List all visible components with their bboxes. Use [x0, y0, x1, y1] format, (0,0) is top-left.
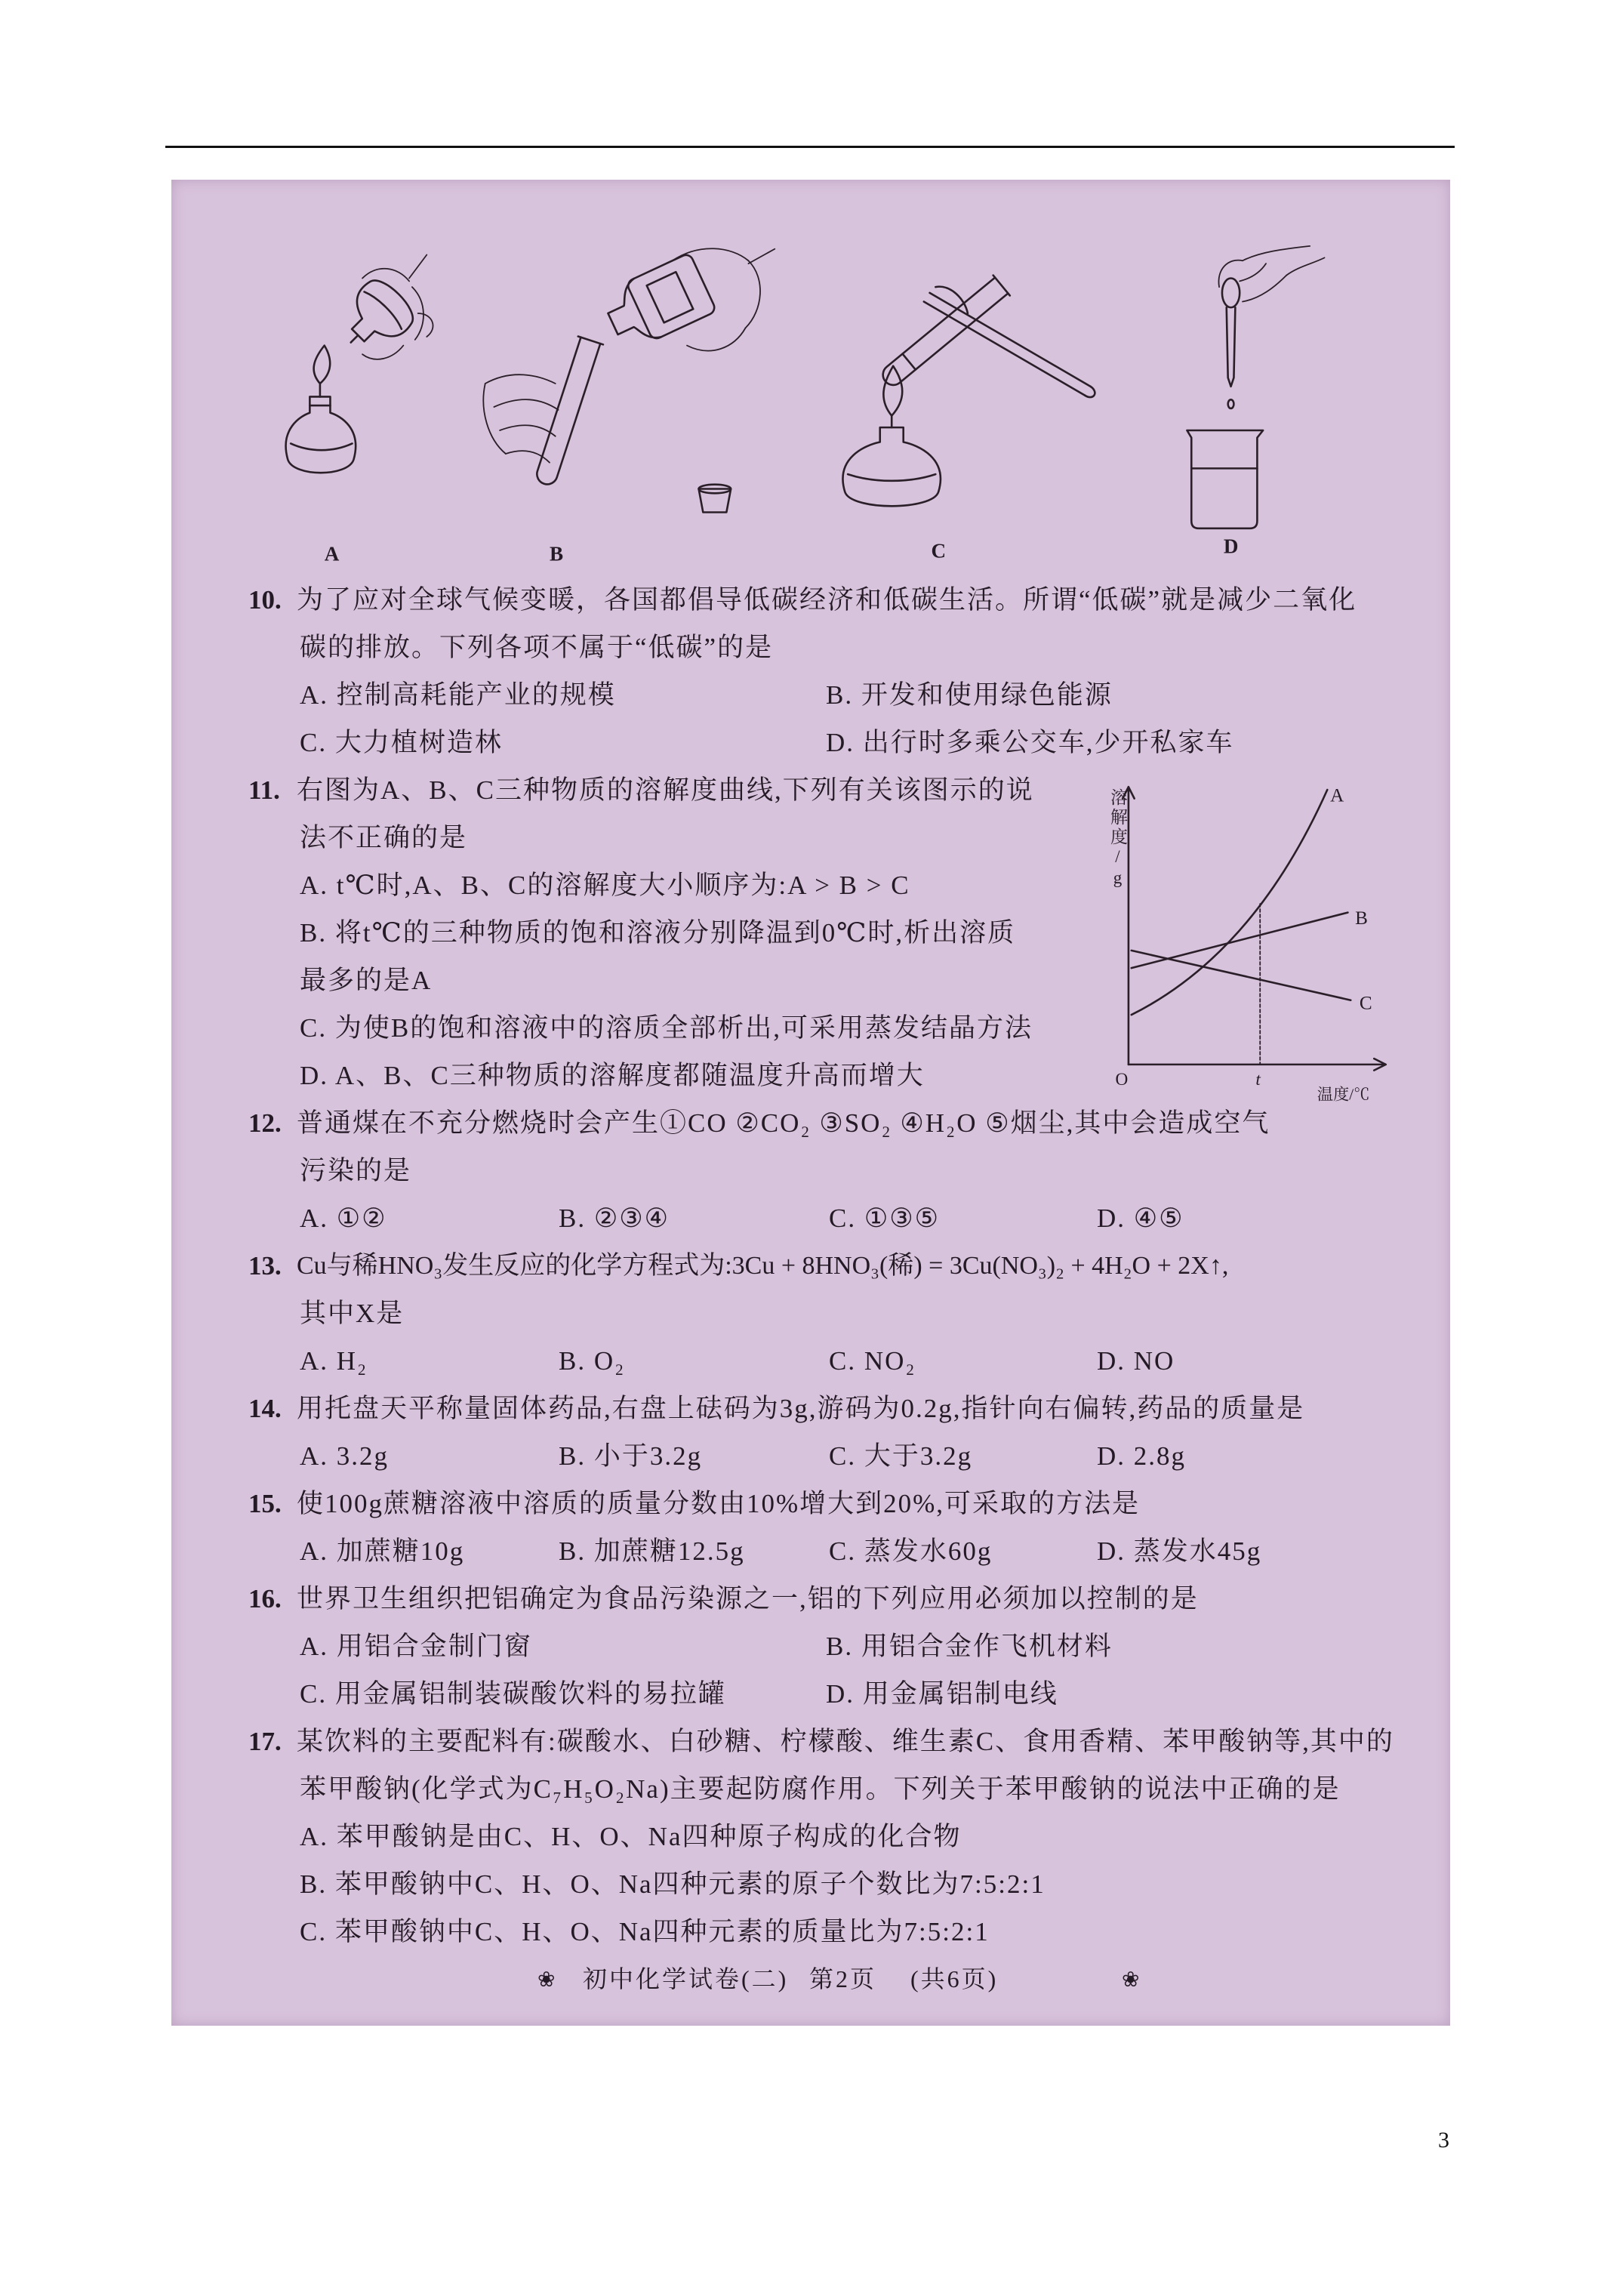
q16-options-ab	[0, 1623, 1623, 1670]
sheet-total-pages: (共6页)	[910, 1965, 999, 1992]
header-rule	[165, 146, 1455, 148]
q17-option-c	[0, 1908, 1623, 1955]
apparatus-b-drawing	[483, 248, 775, 565]
q11-option-d	[0, 1052, 1623, 1099]
option-a: A. 加蔗糖10g	[300, 1536, 465, 1566]
q11-option-a	[0, 861, 1623, 909]
question-number: 12.	[248, 1108, 282, 1138]
q14-line-1	[0, 1385, 1623, 1432]
option-a: A. 控制高耗能产业的规模	[300, 680, 616, 710]
option-b: B. 用铝合金作飞机材料	[826, 1632, 1113, 1661]
question-number: 11.	[248, 775, 280, 805]
option-a: A. ①②	[300, 1203, 387, 1233]
q11-line-1	[0, 766, 1623, 814]
option-d: D. A、B、C三种物质的溶解度都随温度升高而增大	[300, 1061, 925, 1090]
question-stem: 其中X是	[300, 1299, 405, 1328]
question-stem: 某饮料的主要配料有:碳酸水、白砂糖、柠檬酸、维生素C、食用香精、苯甲酸钠等,其中的	[297, 1727, 1394, 1756]
flame-icon	[883, 366, 902, 416]
alcohol-lamp	[843, 416, 941, 507]
option-d: D. ④⑤	[1097, 1203, 1184, 1233]
question-stem: 法不正确的是	[300, 823, 468, 852]
apparatus-label-c: C	[931, 539, 947, 562]
x-tick-t: t	[1255, 1069, 1261, 1089]
option-c: C. 大于3.2g	[829, 1441, 973, 1471]
q15-options	[0, 1527, 1623, 1575]
reagent-bottle	[599, 253, 716, 353]
question-stem: 用托盘天平称量固体药品,右盘上砝码为3g,游码为0.2g,指针向右偏转,药品的质量是	[297, 1394, 1305, 1423]
hand-holding-dropper-icon	[1218, 246, 1324, 302]
q11-line-2	[0, 814, 1623, 861]
q10-options-cd	[0, 719, 1623, 766]
test-tube	[531, 337, 603, 488]
option-c: C. 蒸发水60g	[829, 1536, 993, 1566]
option-b: B. 开发和使用绿色能源	[826, 680, 1113, 710]
flame-icon	[314, 346, 331, 384]
y-axis-label: 溶解度/g	[1108, 788, 1127, 889]
q16-line-1	[0, 1575, 1623, 1623]
q12-line-2	[0, 1147, 1623, 1194]
option-a: A. H₂	[300, 1346, 368, 1376]
question-number: 14.	[248, 1394, 282, 1423]
q10-line-1	[0, 576, 1623, 624]
beaker	[1187, 430, 1263, 529]
q13-options	[0, 1337, 1623, 1385]
q11-option-c	[0, 1004, 1623, 1052]
option-b: B. 将t℃的三种物质的饱和溶液分别降温到0℃时,析出溶质	[300, 918, 1016, 948]
handheld-alcohol-lamp	[329, 273, 420, 364]
apparatus-c-drawing	[843, 276, 1095, 562]
bottle-stopper	[699, 485, 731, 513]
option-c: C. 为使B的饱和溶液中的溶质全部析出,可采用蒸发结晶方法	[300, 1013, 1033, 1043]
option-b: B. O₂	[559, 1346, 626, 1376]
q17-line-1	[0, 1718, 1623, 1765]
q12-line-1	[0, 1099, 1623, 1147]
curve-label-b: B	[1355, 908, 1368, 929]
question-stem: Cu与稀HNO₃发生反应的化学方程式为:3Cu + 8HNO₃(稀) = 3Cu(NO₃)₂ + 4H₂O + 2X↑,	[297, 1252, 1229, 1280]
q11-option-b-line-2	[0, 957, 1623, 1004]
option-d: D. 蒸发水45g	[1097, 1536, 1262, 1566]
question-stem: 污染的是	[300, 1156, 412, 1185]
apparatus-label-a: A	[324, 542, 340, 566]
q14-options	[0, 1432, 1623, 1480]
table-alcohol-lamp	[286, 384, 356, 473]
curve-label-c: C	[1359, 993, 1372, 1014]
option-a: A. t℃时,A、B、C的溶解度大小顺序为:A > B > C	[300, 871, 910, 900]
question-list	[0, 576, 1623, 2003]
q16-options-cd	[0, 1670, 1623, 1718]
option-c: C. ①③⑤	[829, 1203, 940, 1233]
apparatus-label-b: B	[549, 542, 564, 566]
q13-line-1	[0, 1242, 1623, 1290]
question-stem: 碳的排放。下列各项不属于“低碳”的是	[300, 633, 774, 662]
apparatus-d-drawing	[1187, 246, 1324, 558]
option-d: D. NO	[1097, 1346, 1175, 1376]
q15-line-1	[0, 1480, 1623, 1527]
option-b: B. 小于3.2g	[559, 1441, 703, 1471]
q10-options-ab	[0, 671, 1623, 719]
hand-holding-tube-icon	[483, 374, 558, 462]
sheet-footer	[0, 1955, 1623, 2003]
question-stem: 普通煤在不充分燃烧时会产生①CO ②CO₂ ③SO₂ ④H₂O ⑤烟尘,其中会造成空气	[297, 1108, 1270, 1138]
curve-label-a: A	[1330, 785, 1344, 806]
q10-line-2	[0, 624, 1623, 671]
lab-apparatus-figures	[248, 220, 1360, 571]
question-stem: 使100g蔗糖溶液中溶质的质量分数由10%增大到20%,可采取的方法是	[297, 1489, 1141, 1518]
question-number: 13.	[248, 1251, 282, 1281]
flower-ornament-icon: ❀	[1122, 1967, 1142, 1992]
question-stem: 苯甲酸钠(化学式为C₇H₅O₂Na)主要起防腐作用。下列关于苯甲酸钠的说法中正确的是	[300, 1774, 1341, 1804]
option-b: B. 苯甲酸钠中C、H、O、Na四种元素的原子个数比为7:5:2:1	[300, 1869, 1046, 1899]
sheet-page: 第2页	[809, 1965, 877, 1992]
option-c: C. 苯甲酸钠中C、H、O、Na四种元素的质量比为7:5:2:1	[300, 1917, 990, 1946]
option-c: C. 大力植树造林	[300, 728, 503, 757]
option-b-continued: 最多的是A	[300, 966, 433, 995]
option-a: A. 3.2g	[300, 1441, 390, 1471]
q17-line-2	[0, 1765, 1623, 1813]
q17-option-b	[0, 1860, 1623, 1908]
page-number: 3	[1438, 2128, 1449, 2153]
question-stem: 世界卫生组织把铝确定为食品污染源之一,铝的下列应用必须加以控制的是	[297, 1584, 1199, 1613]
option-b: B. 加蔗糖12.5g	[559, 1536, 745, 1566]
option-a: A. 用铝合金制门窗	[300, 1632, 532, 1661]
q13-line-2	[0, 1290, 1623, 1337]
option-d: D. 出行时多乘公交车,少开私家车	[826, 728, 1234, 757]
apparatus-label-d: D	[1223, 535, 1239, 558]
question-stem: 右图为A、B、C三种物质的溶解度曲线,下列有关该图示的说	[297, 775, 1034, 805]
dropper	[1222, 279, 1240, 408]
question-number: 10.	[248, 585, 282, 615]
flower-ornament-icon: ❀	[537, 1967, 558, 1992]
option-a: A. 苯甲酸钠是由C、H、O、Na四种原子构成的化合物	[300, 1822, 962, 1851]
option-c: C. NO₂	[829, 1346, 916, 1376]
option-c: C. 用金属铝制装碳酸饮料的易拉罐	[300, 1679, 726, 1709]
q12-options	[0, 1194, 1623, 1242]
x-axis-label: 温度/℃	[1317, 1085, 1370, 1104]
question-number: 15.	[248, 1489, 282, 1518]
option-b: B. ②③④	[559, 1203, 670, 1233]
apparatus-a-drawing	[286, 255, 433, 566]
question-number: 16.	[248, 1584, 282, 1613]
exam-title: 初中化学试卷(二)	[583, 1965, 789, 1992]
q11-option-b-line-1	[0, 909, 1623, 957]
question-number: 17.	[248, 1727, 282, 1756]
q17-option-a	[0, 1813, 1623, 1860]
option-d: D. 2.8g	[1097, 1441, 1187, 1471]
hand-icon	[362, 255, 433, 359]
origin-label: O	[1115, 1069, 1129, 1089]
option-d: D. 用金属铝制电线	[826, 1679, 1058, 1709]
question-stem: 为了应对全球气候变暖，各国都倡导低碳经济和低碳生活。所谓“低碳”就是减少二氧化	[297, 585, 1357, 615]
